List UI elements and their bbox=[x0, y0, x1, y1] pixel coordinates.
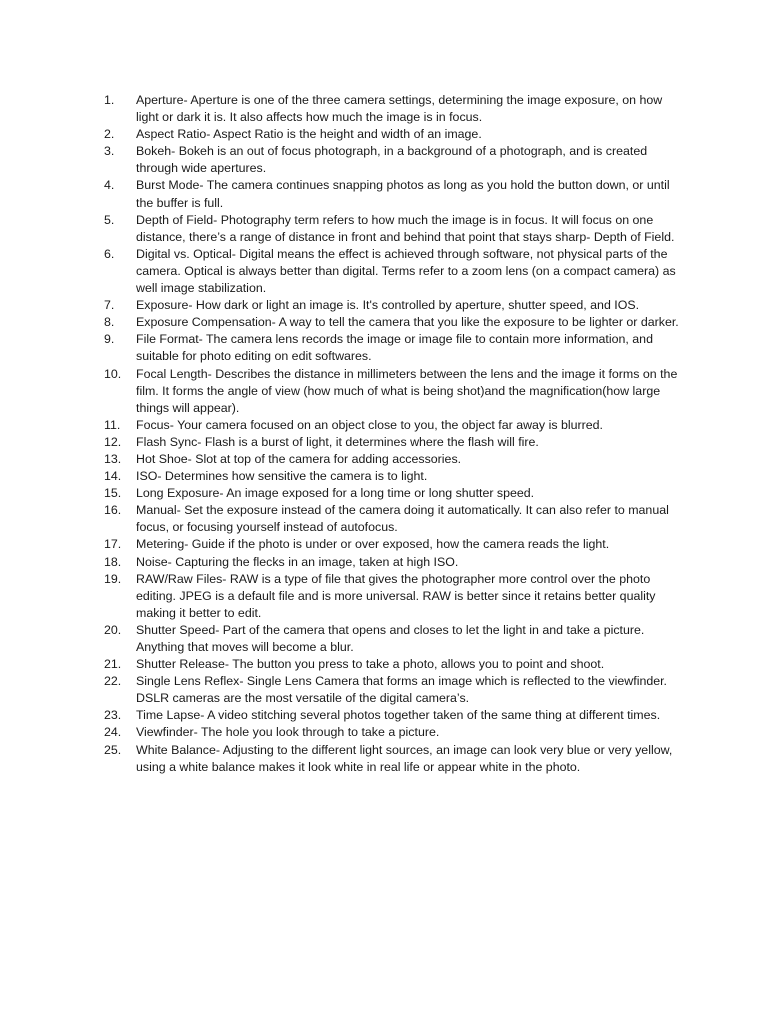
item-text: Viewfinder- The hole you look through to take a picture. bbox=[136, 725, 440, 740]
item-number: 1. bbox=[104, 93, 115, 107]
item-text: White Balance- Adjusting to the different light sources, an image can look very blue or very yellow, using a white balance makes it look white in real life or appear white in the photo. bbox=[136, 742, 673, 774]
item-number: 24. bbox=[104, 725, 122, 740]
list-item bbox=[104, 366, 688, 417]
list-item bbox=[104, 673, 688, 707]
item-number: 5. bbox=[104, 212, 115, 227]
item-text: Manual- Set the exposure instead of the camera doing it automatically. It can also refer to manual focus, or focusing yourself instead of autofocus. bbox=[136, 503, 669, 535]
item-number: 7. bbox=[104, 298, 115, 313]
item-number: 3. bbox=[104, 144, 115, 159]
item-text: Noise- Capturing the flecks in an image, taken at high ISO. bbox=[136, 554, 459, 569]
list-item bbox=[104, 468, 688, 485]
item-number: 25. bbox=[104, 742, 122, 757]
list-item bbox=[104, 331, 688, 365]
item-number: 23. bbox=[104, 708, 122, 723]
list-item bbox=[104, 536, 688, 553]
item-number: 4. bbox=[104, 178, 115, 193]
item-number: 6. bbox=[104, 246, 115, 261]
item-text: Shutter Speed- Part of the camera that opens and closes to let the light in and take a picture. Anything that moves will become a blur. bbox=[136, 622, 645, 654]
item-text: Hot Shoe- Slot at top of the camera for adding accessories. bbox=[136, 451, 462, 466]
item-number: 11. bbox=[104, 417, 121, 432]
list-item bbox=[104, 622, 688, 656]
list-item bbox=[104, 212, 688, 246]
item-number: 8. bbox=[104, 315, 115, 330]
item-number: 14. bbox=[104, 469, 122, 484]
item-text: Depth of Field- Photography term refers to how much the image is in focus. It will focus on one distance, there’s a range of distance in front and behind that point that stays sharp- Depth of Field. bbox=[136, 212, 675, 244]
item-text: Aspect Ratio- Aspect Ratio is the height and width of an image. bbox=[136, 127, 482, 142]
list-item bbox=[104, 656, 688, 673]
item-number: 20. bbox=[104, 622, 122, 637]
glossary-list bbox=[104, 92, 688, 776]
list-item bbox=[104, 724, 688, 741]
list-item bbox=[104, 92, 688, 126]
list-item bbox=[104, 314, 688, 331]
list-item bbox=[104, 297, 688, 314]
item-text: Digital vs. Optical- Digital means the effect is achieved through software, not physical parts of the camera. Optical is always better than digital. Terms refer to a zoom lens (on a compact camera) as well image stabilization. bbox=[136, 246, 676, 296]
item-text: Focus- Your camera focused on an object close to you, the object far away is blurred. bbox=[136, 417, 603, 432]
item-text: Long Exposure- An image exposed for a long time or long shutter speed. bbox=[136, 486, 535, 501]
list-item bbox=[104, 434, 688, 451]
list-item bbox=[104, 571, 688, 622]
item-number: 19. bbox=[104, 571, 122, 586]
item-text: Time Lapse- A video stitching several photos together taken of the same thing at different times. bbox=[136, 708, 661, 723]
item-text: Flash Sync- Flash is a burst of light, it determines where the flash will fire. bbox=[136, 434, 539, 449]
item-number: 2. bbox=[104, 127, 115, 142]
list-item bbox=[104, 143, 688, 177]
item-number: 12. bbox=[104, 434, 122, 449]
item-text: RAW/Raw Files- RAW is a type of file that gives the photographer more control over the photo editing. JPEG is a default file and is more universal. RAW is better since it retains better quality making it better to edit. bbox=[136, 571, 656, 620]
list-item bbox=[104, 451, 688, 468]
list-item bbox=[104, 126, 688, 143]
item-number: 10. bbox=[104, 366, 122, 381]
item-text: Shutter Release- The button you press to take a photo, allows you to point and shoot. bbox=[136, 657, 605, 672]
list-item bbox=[104, 417, 688, 434]
list-item bbox=[104, 707, 688, 724]
item-number: 17. bbox=[104, 537, 122, 552]
item-text: File Format- The camera lens records the image or image file to contain more information, and suitable for photo editing on edit softwares. bbox=[136, 332, 653, 364]
item-text: Metering- Guide if the photo is under or over exposed, how the camera reads the light. bbox=[136, 537, 610, 552]
item-number: 15. bbox=[104, 486, 122, 501]
item-text: Bokeh- Bokeh is an out of focus photograph, in a background of a photograph, and is created through wide apertures. bbox=[136, 144, 648, 176]
item-text: Aperture- Aperture is one of the three camera settings, determining the image exposure, on how light or dark it is. It also affects how much the image is in focus. bbox=[136, 93, 663, 125]
list-item bbox=[104, 742, 688, 776]
item-text: Exposure Compensation- A way to tell the camera that you like the exposure to be lighter or darker. bbox=[136, 315, 679, 330]
item-number: 21. bbox=[104, 657, 122, 672]
item-number: 9. bbox=[104, 332, 115, 347]
item-text: Focal Length- Describes the distance in millimeters between the lens and the image it forms on the film. It forms the angle of view (how much of what is being shot)and the magnification(how large things will appear). bbox=[136, 366, 678, 415]
list-item bbox=[104, 177, 688, 211]
list-item bbox=[104, 485, 688, 502]
item-number: 18. bbox=[104, 554, 122, 569]
item-number: 16. bbox=[104, 503, 122, 518]
list-item bbox=[104, 246, 688, 297]
item-text: ISO- Determines how sensitive the camera is to light. bbox=[136, 469, 428, 484]
item-text: Burst Mode- The camera continues snapping photos as long as you hold the button down, or until the buffer is full. bbox=[136, 178, 670, 210]
item-text: Single Lens Reflex- Single Lens Camera that forms an image which is reflected to the viewfinder. DSLR cameras are the most versatile of the digital camera’s. bbox=[136, 674, 668, 706]
list-item bbox=[104, 502, 688, 536]
item-text: Exposure- How dark or light an image is. It's controlled by aperture, shutter speed, and IOS. bbox=[136, 298, 640, 313]
item-number: 13. bbox=[104, 451, 122, 466]
item-number: 22. bbox=[104, 674, 122, 689]
list-item bbox=[104, 554, 688, 571]
